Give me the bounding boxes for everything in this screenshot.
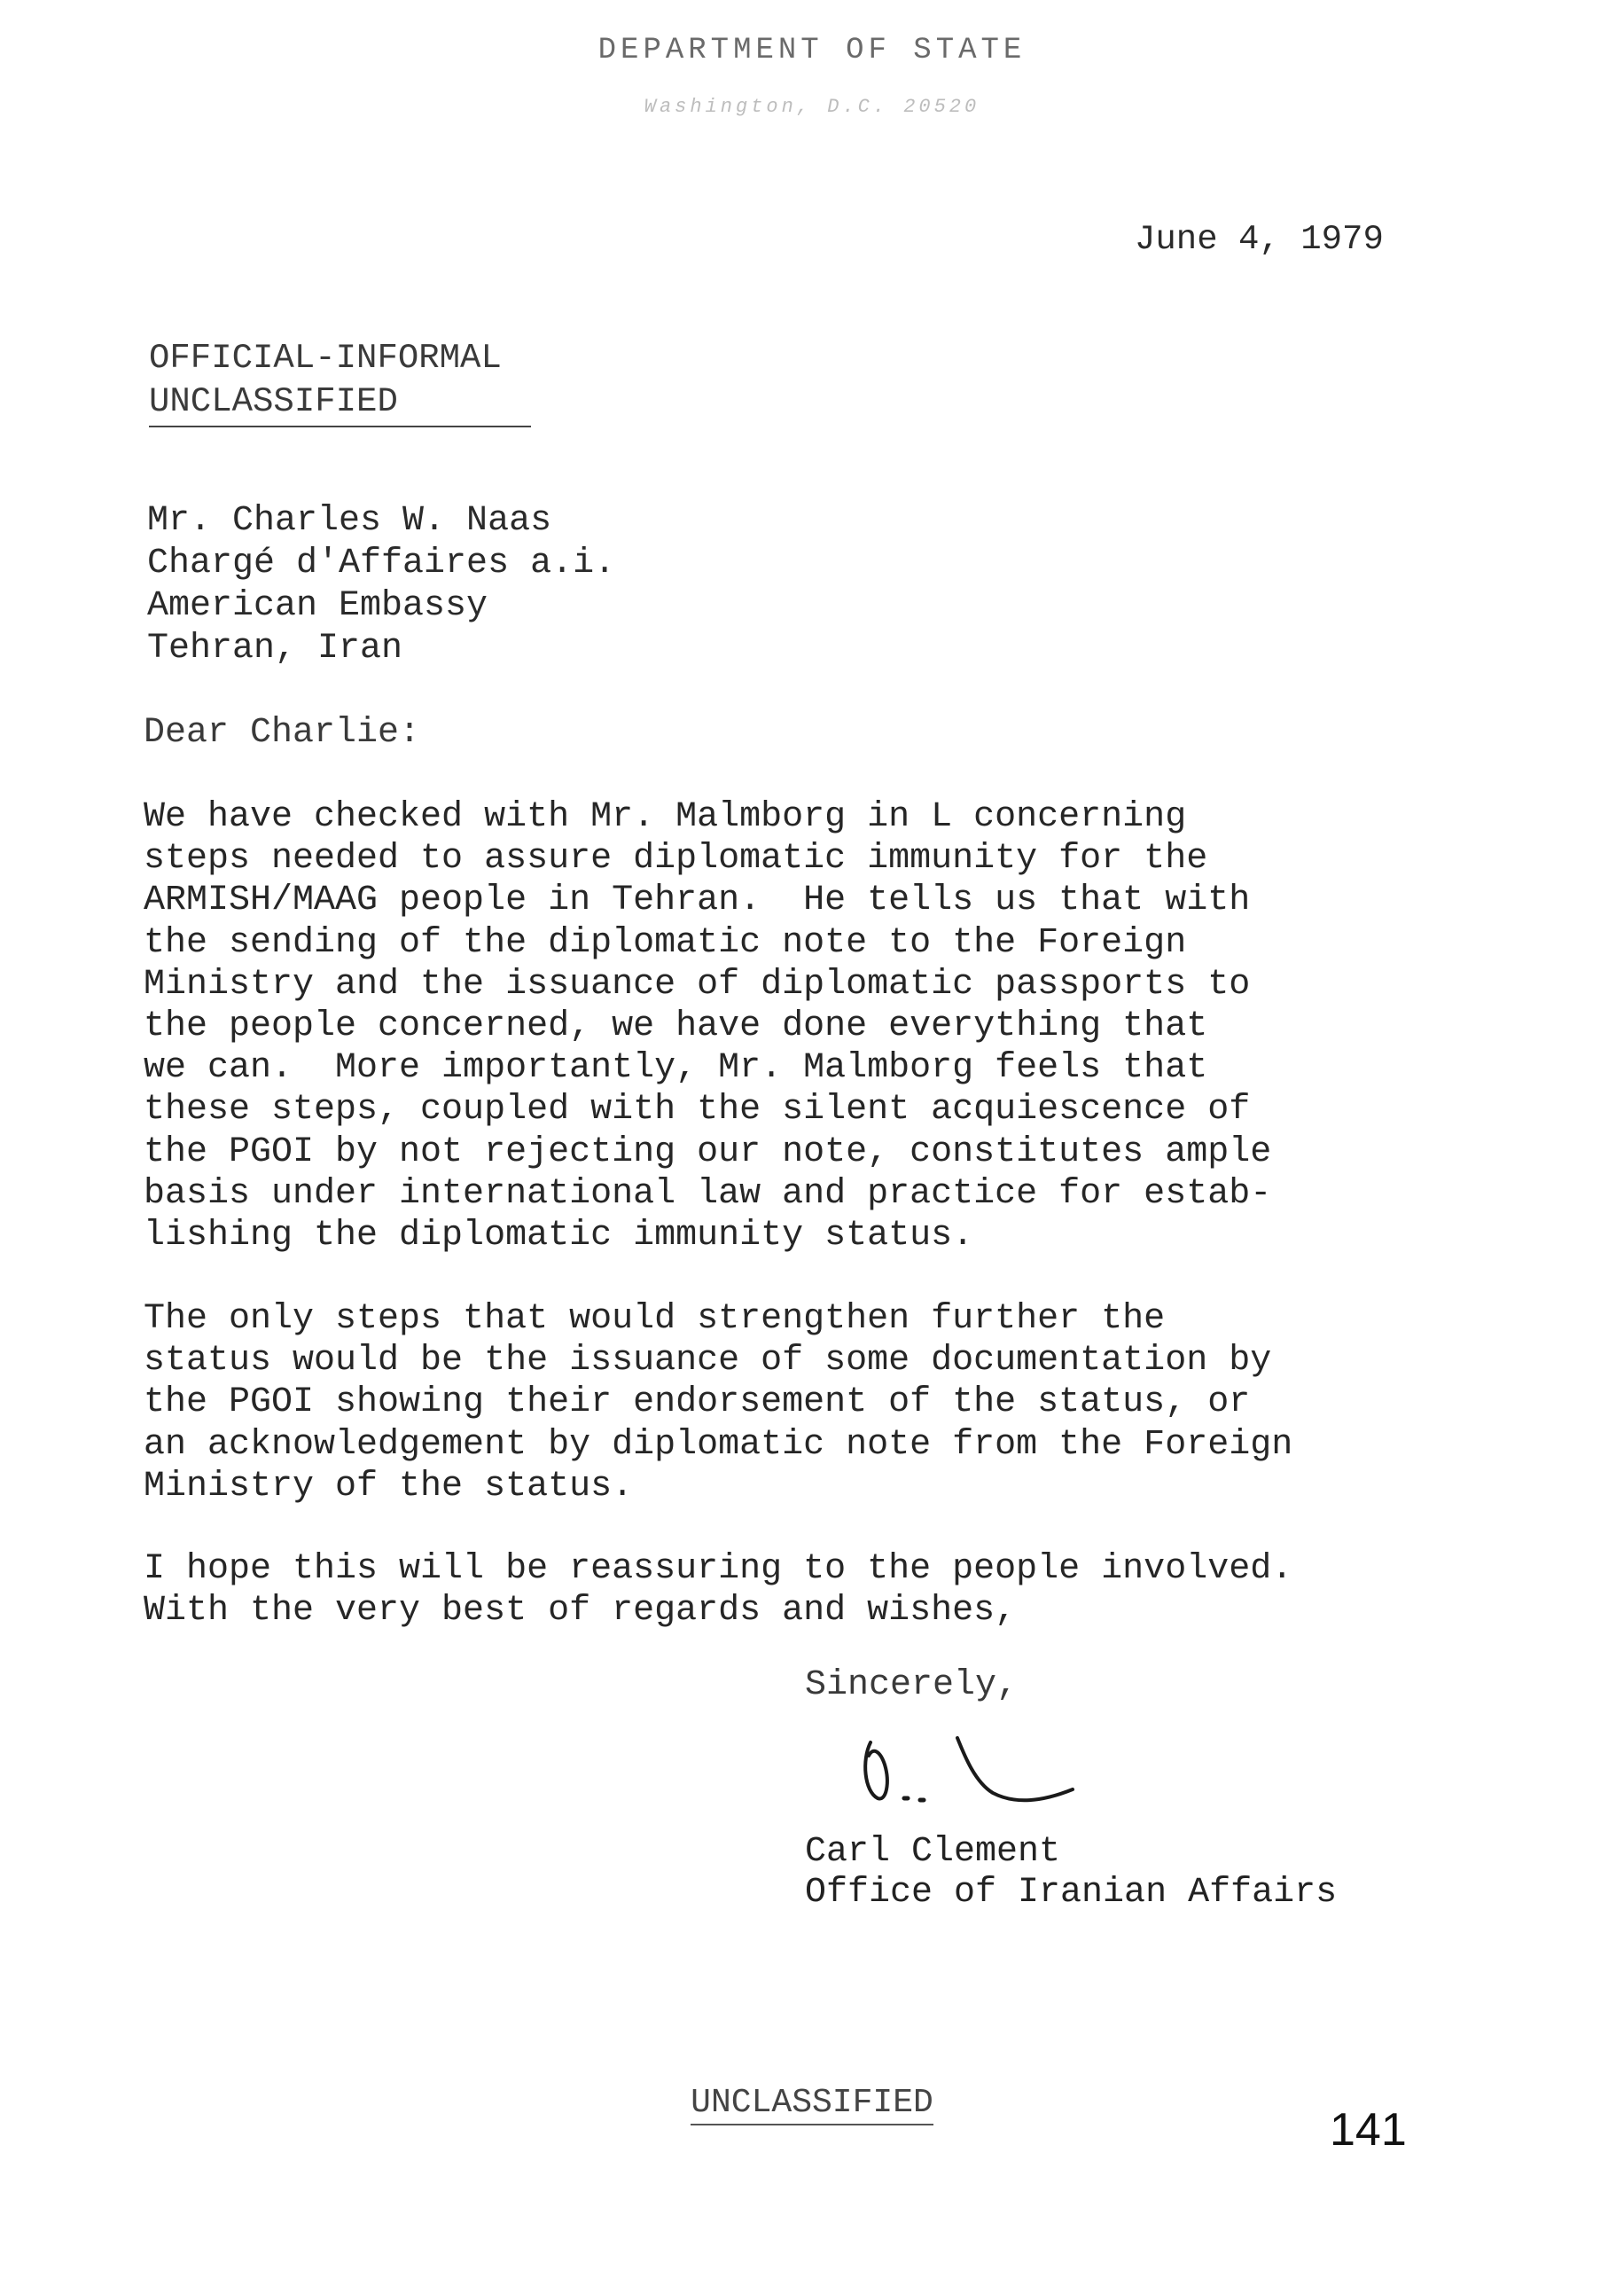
body-line: I hope this will be reassuring to the people involved.: [144, 1549, 1293, 1589]
body-line: steps needed to assure diplomatic immunity for the: [144, 839, 1208, 880]
body-line: basis under international law and practice for estab-: [144, 1173, 1272, 1214]
body-line: the people concerned, we have done everything that: [144, 1006, 1208, 1047]
body-paragraph-1: [144, 796, 1271, 1256]
address-line: Chargé d'Affaires a.i.: [147, 544, 616, 583]
body-line: With the very best of regards and wishes,: [144, 1591, 1017, 1632]
salutation: Dear Charlie:: [144, 713, 421, 753]
body-line: an acknowledgement by diplomatic note from the Foreign: [144, 1424, 1293, 1465]
letter-date: June 4, 1979: [1135, 220, 1384, 259]
body-line: the sending of the diplomatic note to the Foreign: [144, 922, 1187, 963]
body-line: Ministry of the status.: [144, 1466, 634, 1507]
footer-classification: UNCLASSIFIED: [691, 2084, 933, 2125]
body-line: We have checked with Mr. Malmborg in L concerning: [144, 797, 1187, 837]
body-line: we can. More importantly, Mr. Malmborg feels that: [144, 1048, 1208, 1089]
signature-stroke-main: [957, 1738, 1073, 1800]
body-paragraph-2: [144, 1298, 1292, 1507]
classification-block: [149, 337, 531, 427]
body-line: status would be the issuance of some documentation by: [144, 1341, 1272, 1382]
letterhead-subtitle: Washington, D.C. 20520: [644, 96, 980, 118]
signature-block: [805, 1832, 1337, 1914]
signature-stroke-initial: [865, 1742, 887, 1798]
address-line: Tehran, Iran: [147, 629, 403, 669]
body-line: the PGOI showing their endorsement of the status, or: [144, 1382, 1251, 1423]
body-line: Ministry and the issuance of diplomatic passports to: [144, 964, 1251, 1005]
signature-stroke-dots: [904, 1798, 924, 1800]
body-line: The only steps that would strengthen further the: [144, 1299, 1166, 1339]
signatory-name: Carl Clement: [805, 1832, 1061, 1872]
recipient-address: [147, 500, 615, 670]
signature-mark: [851, 1720, 1090, 1827]
classification-line-1: OFFICIAL-INFORMAL: [149, 339, 502, 378]
classification-line-2: UNCLASSIFIED: [149, 380, 531, 427]
address-line: Mr. Charles W. Naas: [147, 501, 552, 541]
body-line: these steps, coupled with the silent acquiescence of: [144, 1090, 1251, 1131]
body-line: lishing the diplomatic immunity status.: [144, 1216, 974, 1256]
closing: Sincerely,: [805, 1665, 1019, 1705]
body-line: ARMISH/MAAG people in Tehran. He tells us that with: [144, 881, 1251, 921]
address-line: American Embassy: [147, 586, 488, 626]
letterhead-title: DEPARTMENT OF STATE: [597, 34, 1027, 67]
body-line: the PGOI by not rejecting our note, constitutes ample: [144, 1131, 1272, 1172]
signatory-title: Office of Iranian Affairs: [805, 1873, 1338, 1913]
page-number: 141: [1330, 2104, 1407, 2156]
body-paragraph-3: [144, 1548, 1292, 1632]
